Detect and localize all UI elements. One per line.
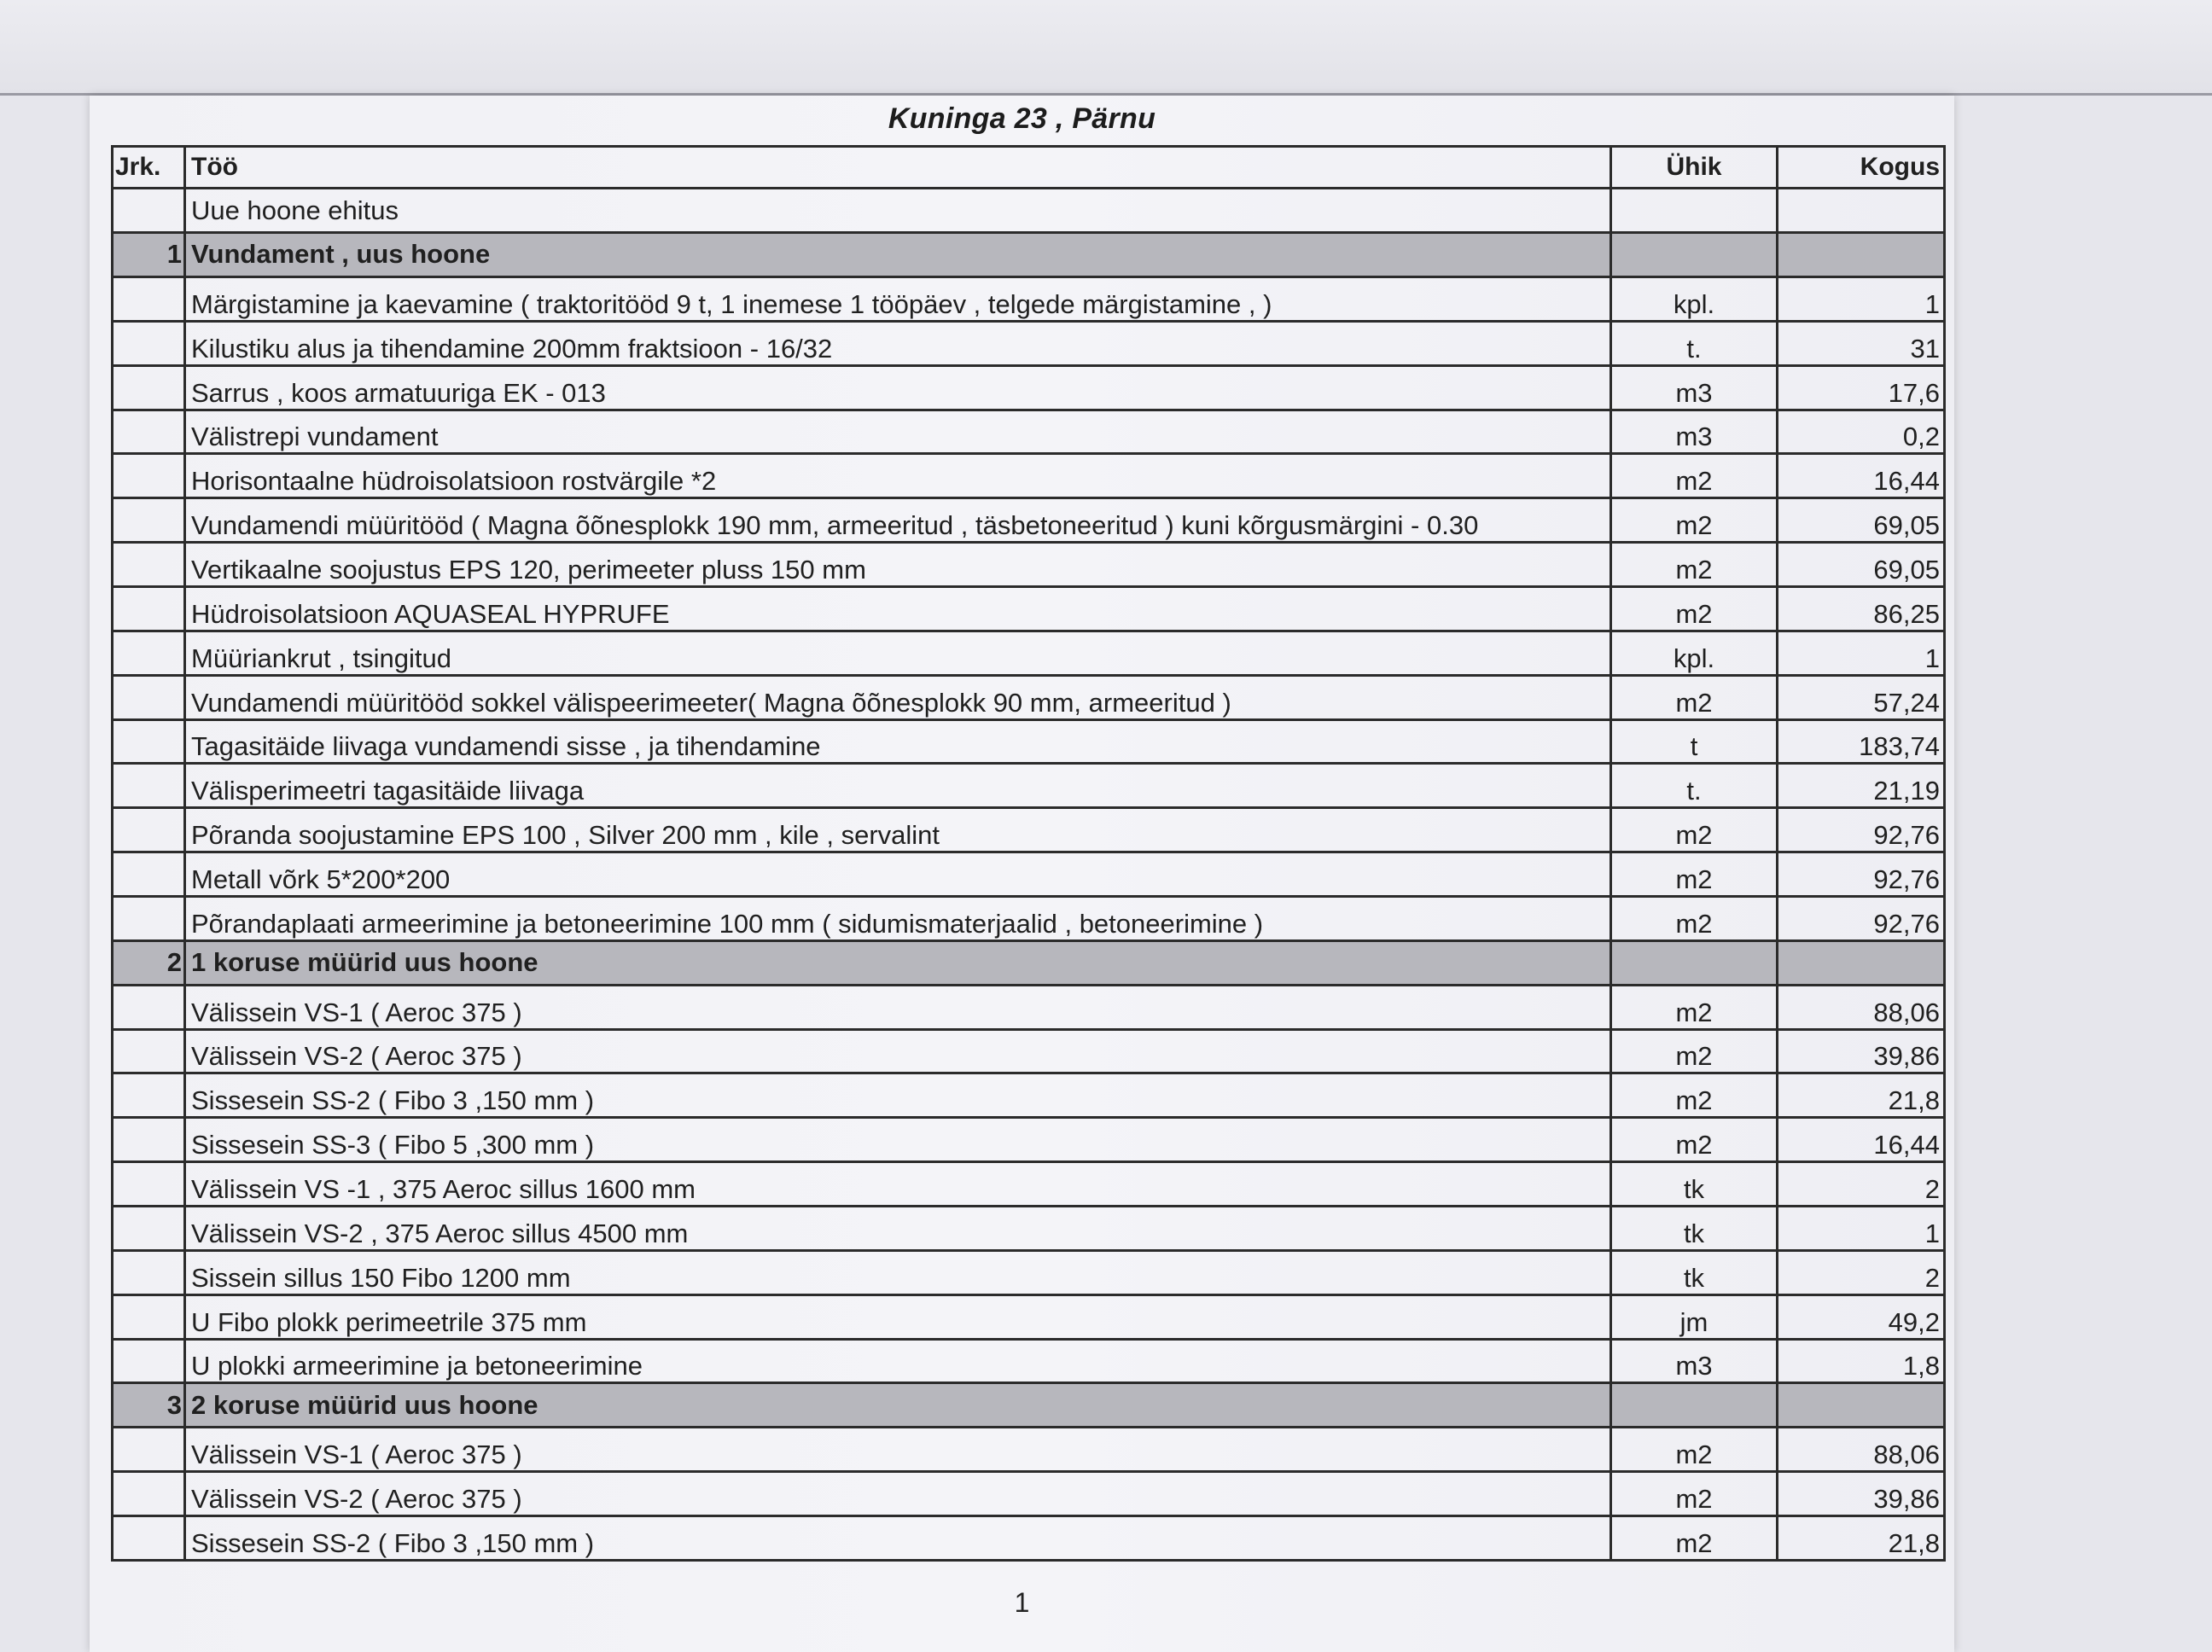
section-number: 1 [113, 233, 185, 277]
table-row [113, 1118, 1945, 1162]
row-qty: 88,06 [1778, 1428, 1945, 1472]
row-number-empty [113, 1206, 185, 1250]
row-work: Välissein VS-1 ( Aeroc 375 ) [185, 1428, 1611, 1472]
row-qty: 31 [1778, 321, 1945, 365]
table-row [113, 1073, 1945, 1118]
header-nr: Jrk. [113, 147, 185, 189]
row-qty: 39,86 [1778, 1472, 1945, 1516]
row-number-empty [113, 764, 185, 808]
table-row [113, 276, 1945, 321]
row-work: Tagasitäide liivaga vundamendi sisse , ja tihendamine [185, 719, 1611, 764]
row-work: Kilustiku alus ja tihendamine 200mm fraktsioon - 16/32 [185, 321, 1611, 365]
row-number-empty [113, 365, 185, 410]
row-work: U Fibo plokk perimeetrile 375 mm [185, 1294, 1611, 1339]
row-number-empty [113, 1472, 185, 1516]
row-qty: 69,05 [1778, 498, 1945, 543]
row-work: Välissein VS-2 ( Aeroc 375 ) [185, 1472, 1611, 1516]
section-number: 2 [113, 940, 185, 985]
row-number-empty [113, 631, 185, 675]
row-work: Sissesein SS-3 ( Fibo 5 ,300 mm ) [185, 1118, 1611, 1162]
table-row [113, 675, 1945, 719]
row-unit: m2 [1611, 498, 1778, 543]
row-unit: jm [1611, 1294, 1778, 1339]
table-row [113, 410, 1945, 454]
section-title: 1 koruse müürid uus hoone [185, 940, 1611, 985]
subtitle-row [113, 189, 1945, 233]
row-qty: 49,2 [1778, 1294, 1945, 1339]
subtitle-text: Uue hoone ehitus [185, 189, 1611, 233]
table-row [113, 896, 1945, 940]
row-work: Sissesein SS-2 ( Fibo 3 ,150 mm ) [185, 1515, 1611, 1560]
row-unit: m2 [1611, 1029, 1778, 1073]
row-number-empty [113, 1073, 185, 1118]
row-unit: tk [1611, 1162, 1778, 1207]
row-work: Sissein sillus 150 Fibo 1200 mm [185, 1250, 1611, 1294]
header-work: Töö [185, 147, 1611, 189]
row-qty: 1,8 [1778, 1339, 1945, 1383]
row-work: Välissein VS-1 ( Aeroc 375 ) [185, 985, 1611, 1029]
row-number-empty [113, 276, 185, 321]
table-row [113, 1428, 1945, 1472]
header-qty: Kogus [1778, 147, 1945, 189]
row-work: Põrandaplaati armeerimine ja betoneerimine 100 mm ( sidumismaterjaalid , betoneerimine ) [185, 896, 1611, 940]
row-qty: 21,19 [1778, 764, 1945, 808]
row-unit: m2 [1611, 1073, 1778, 1118]
table-row [113, 764, 1945, 808]
row-qty: 2 [1778, 1162, 1945, 1207]
row-unit: m2 [1611, 586, 1778, 631]
row-unit: m3 [1611, 1339, 1778, 1383]
section-unit-empty [1611, 1383, 1778, 1428]
row-work: Metall võrk 5*200*200 [185, 852, 1611, 897]
row-number-empty [113, 675, 185, 719]
section-title: Vundament , uus hoone [185, 233, 1611, 277]
table-row [113, 852, 1945, 897]
row-qty: 2 [1778, 1250, 1945, 1294]
row-unit: m3 [1611, 365, 1778, 410]
document-title: Kuninga 23 , Pärnu [888, 102, 1156, 135]
row-number-empty [113, 896, 185, 940]
row-unit: t. [1611, 321, 1778, 365]
row-unit: tk [1611, 1250, 1778, 1294]
table-row [113, 1029, 1945, 1073]
row-unit: tk [1611, 1206, 1778, 1250]
row-work: Sissesein SS-2 ( Fibo 3 ,150 mm ) [185, 1073, 1611, 1118]
row-qty: 39,86 [1778, 1029, 1945, 1073]
row-unit: m3 [1611, 410, 1778, 454]
subtitle-nr [113, 189, 185, 233]
row-qty: 16,44 [1778, 1118, 1945, 1162]
row-number-empty [113, 454, 185, 498]
row-unit: m2 [1611, 808, 1778, 852]
row-unit: kpl. [1611, 631, 1778, 675]
row-work: Välissein VS-2 ( Aeroc 375 ) [185, 1029, 1611, 1073]
row-unit: m2 [1611, 1118, 1778, 1162]
work-table [111, 145, 1946, 1562]
table-row [113, 808, 1945, 852]
row-qty: 21,8 [1778, 1073, 1945, 1118]
row-number-empty [113, 1339, 185, 1383]
row-work: Välissein VS -1 , 375 Aeroc sillus 1600 mm [185, 1162, 1611, 1207]
row-number-empty [113, 852, 185, 897]
row-number-empty [113, 719, 185, 764]
row-number-empty [113, 321, 185, 365]
table-row [113, 321, 1945, 365]
table-row [113, 498, 1945, 543]
table-row [113, 1162, 1945, 1207]
row-qty: 1 [1778, 1206, 1945, 1250]
row-qty: 69,05 [1778, 543, 1945, 587]
row-number-empty [113, 1162, 185, 1207]
row-qty: 92,76 [1778, 896, 1945, 940]
row-number-empty [113, 1515, 185, 1560]
row-work: Märgistamine ja kaevamine ( traktoritööd 9 t, 1 inemese 1 tööpäev , telgede märgistamine , ) [185, 276, 1611, 321]
table-row [113, 631, 1945, 675]
row-qty: 16,44 [1778, 454, 1945, 498]
row-unit: t. [1611, 764, 1778, 808]
row-number-empty [113, 1428, 185, 1472]
row-unit: m2 [1611, 985, 1778, 1029]
row-qty: 86,25 [1778, 586, 1945, 631]
row-unit: m2 [1611, 1515, 1778, 1560]
table-row [113, 1339, 1945, 1383]
row-unit: m2 [1611, 543, 1778, 587]
section-row [113, 233, 1945, 277]
work-table-container [111, 145, 1946, 1562]
row-work: Välisperimeetri tagasitäide liivaga [185, 764, 1611, 808]
row-work: Põranda soojustamine EPS 100 , Silver 200 mm , kile , servalint [185, 808, 1611, 852]
row-unit: m2 [1611, 1472, 1778, 1516]
row-unit: m2 [1611, 1428, 1778, 1472]
row-qty: 17,6 [1778, 365, 1945, 410]
row-qty: 1 [1778, 631, 1945, 675]
row-qty: 21,8 [1778, 1515, 1945, 1560]
row-unit: m2 [1611, 454, 1778, 498]
row-qty: 88,06 [1778, 985, 1945, 1029]
background-top-sheet [0, 0, 2212, 96]
row-work: Vundamendi müüritööd sokkel välispeerimeeter( Magna õõnesplokk 90 mm, armeeritud ) [185, 675, 1611, 719]
section-qty-empty [1778, 1383, 1945, 1428]
section-unit-empty [1611, 940, 1778, 985]
table-row [113, 1206, 1945, 1250]
row-work: Horisontaalne hüdroisolatsioon rostvärgile *2 [185, 454, 1611, 498]
row-work: Müüriankrut , tsingitud [185, 631, 1611, 675]
row-number-empty [113, 1118, 185, 1162]
row-work: Välissein VS-2 , 375 Aeroc sillus 4500 mm [185, 1206, 1611, 1250]
row-work: Välistrepi vundament [185, 410, 1611, 454]
table-row [113, 985, 1945, 1029]
row-unit: m2 [1611, 896, 1778, 940]
section-row [113, 1383, 1945, 1428]
row-number-empty [113, 1250, 185, 1294]
row-number-empty [113, 543, 185, 587]
table-header-row [113, 147, 1945, 189]
section-qty-empty [1778, 940, 1945, 985]
row-qty: 0,2 [1778, 410, 1945, 454]
section-unit-empty [1611, 233, 1778, 277]
header-unit: Ühik [1611, 147, 1778, 189]
section-qty-empty [1778, 233, 1945, 277]
row-unit: t [1611, 719, 1778, 764]
section-number: 3 [113, 1383, 185, 1428]
row-qty: 92,76 [1778, 852, 1945, 897]
row-unit: m2 [1611, 852, 1778, 897]
table-row [113, 1250, 1945, 1294]
row-number-empty [113, 410, 185, 454]
table-row [113, 454, 1945, 498]
row-qty: 183,74 [1778, 719, 1945, 764]
row-work: U plokki armeerimine ja betoneerimine [185, 1339, 1611, 1383]
row-unit: m2 [1611, 675, 1778, 719]
table-row [113, 1294, 1945, 1339]
row-work: Sarrus , koos armatuuriga EK - 013 [185, 365, 1611, 410]
page-number: 1 [1014, 1587, 1030, 1618]
row-number-empty [113, 1294, 185, 1339]
row-number-empty [113, 586, 185, 631]
row-qty: 92,76 [1778, 808, 1945, 852]
row-number-empty [113, 808, 185, 852]
subtitle-unit [1611, 189, 1778, 233]
row-qty: 57,24 [1778, 675, 1945, 719]
row-number-empty [113, 498, 185, 543]
row-unit: kpl. [1611, 276, 1778, 321]
row-work: Vertikaalne soojustus EPS 120, perimeeter pluss 150 mm [185, 543, 1611, 587]
document-page [90, 96, 1954, 1652]
subtitle-qty [1778, 189, 1945, 233]
row-work: Hüdroisolatsioon AQUASEAL HYPRUFE [185, 586, 1611, 631]
table-row [113, 1472, 1945, 1516]
table-row [113, 1515, 1945, 1560]
row-qty: 1 [1778, 276, 1945, 321]
row-number-empty [113, 985, 185, 1029]
row-number-empty [113, 1029, 185, 1073]
row-work: Vundamendi müüritööd ( Magna õõnesplokk 190 mm, armeeritud , täsbetoneeritud ) kuni kõrgusmärgini - 0.30 [185, 498, 1611, 543]
table-row [113, 586, 1945, 631]
table-row [113, 719, 1945, 764]
section-row [113, 940, 1945, 985]
table-row [113, 365, 1945, 410]
table-row [113, 543, 1945, 587]
section-title: 2 koruse müürid uus hoone [185, 1383, 1611, 1428]
